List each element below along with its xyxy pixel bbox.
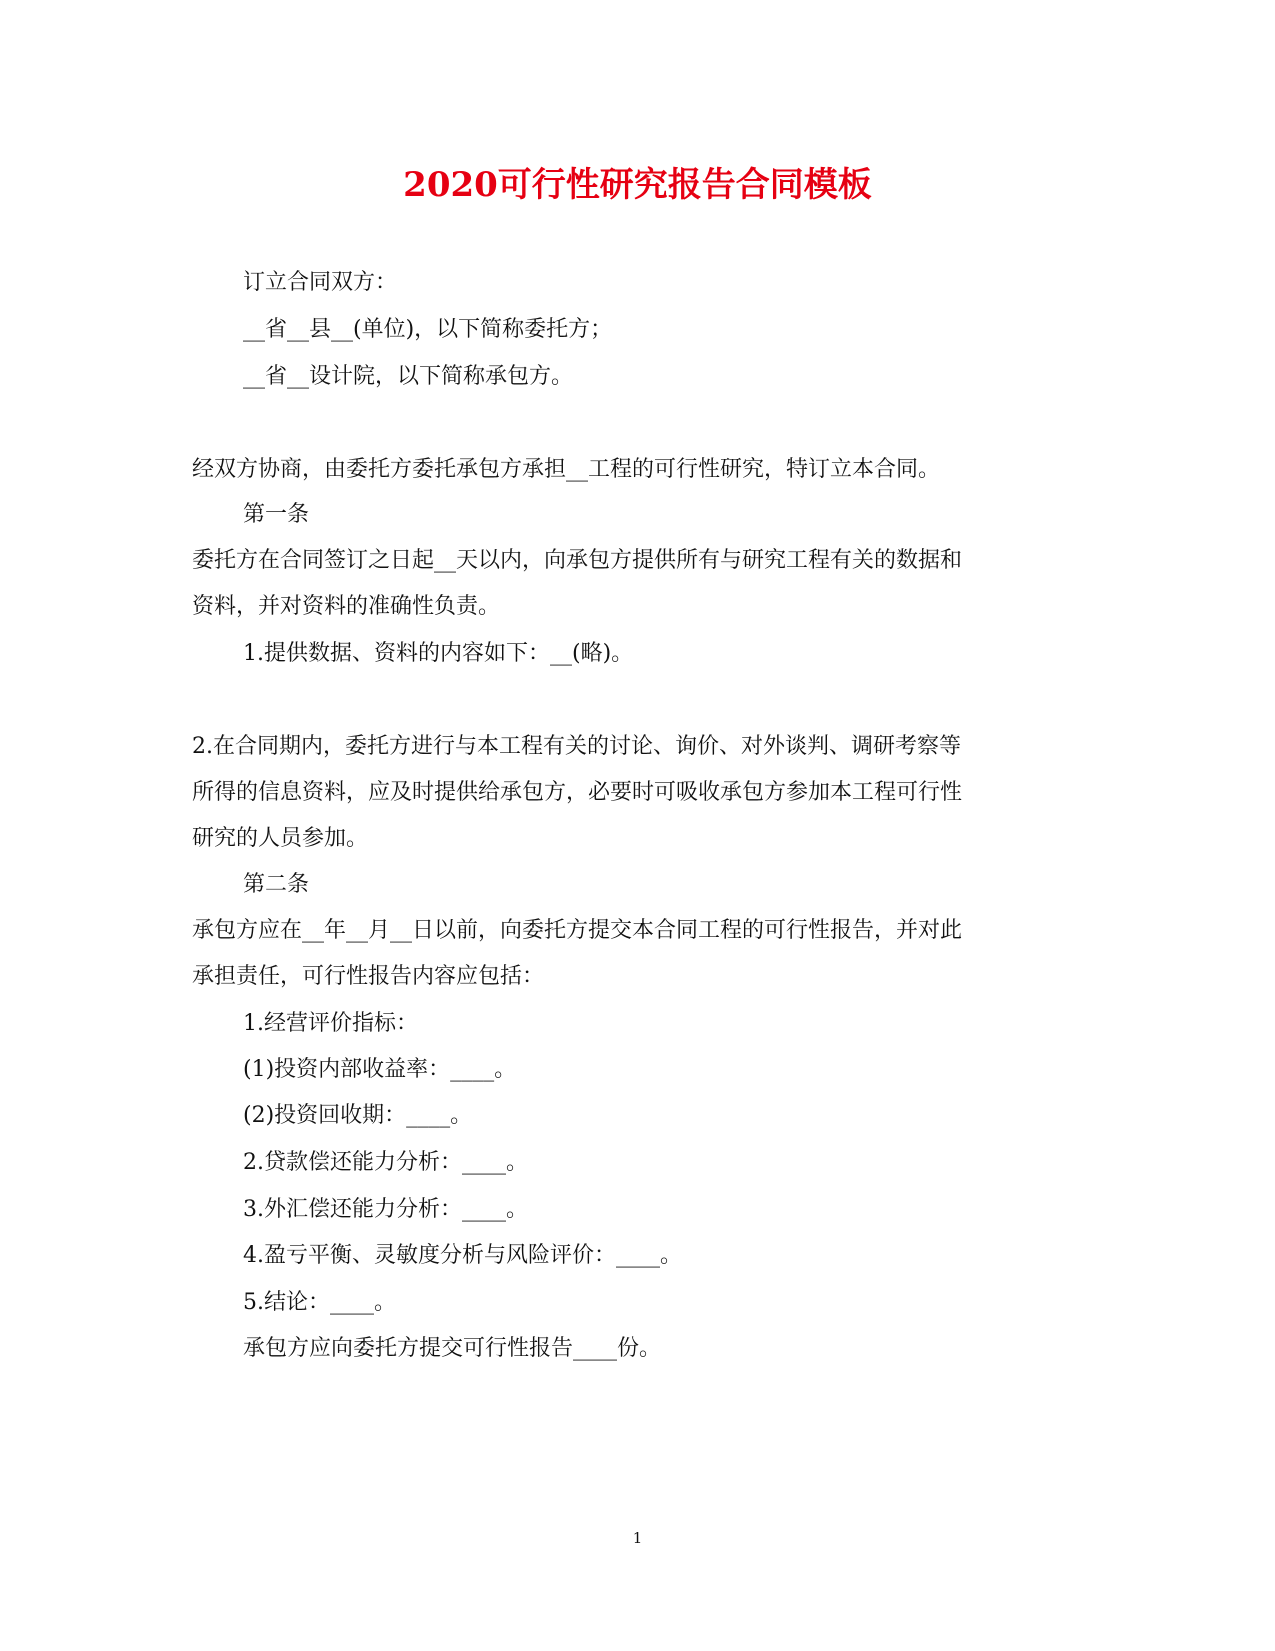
article-1-heading: 第一条 <box>243 502 310 527</box>
page-number: 1 <box>632 1529 643 1547</box>
party-client-line: __省__县__(单位)，以下简称委托方； <box>243 317 613 342</box>
party-contractor-line: __省__设计院，以下简称承包方。 <box>243 364 574 389</box>
report-item-3: 3.外汇偿还能力分析：____。 <box>243 1197 528 1222</box>
article-2-heading: 第二条 <box>243 872 310 897</box>
report-copies-line: 承包方应向委托方提交可行性报告____份。 <box>243 1336 662 1361</box>
report-item-1-1: (1)投资内部收益率：____。 <box>243 1057 517 1082</box>
article-1-item-2-line-2: 所得的信息资料，应及时提供给承包方，必要时可吸收承包方参加本工程可行性 <box>192 780 963 805</box>
article-1-item-2-line-1: 2.在合同期内，委托方进行与本工程有关的讨论、询价、对外谈判、调研考察等 <box>192 734 961 759</box>
report-item-4: 4.盈亏平衡、灵敏度分析与风险评价：____。 <box>243 1243 682 1268</box>
report-item-1-2: (2)投资回收期：____。 <box>243 1103 473 1128</box>
article-1-text-line-2: 资料，并对资料的准确性负责。 <box>192 594 501 619</box>
report-item-5: 5.结论：____。 <box>243 1290 396 1315</box>
article-2-text-line-2: 承担责任，可行性报告内容应包括： <box>192 964 545 989</box>
report-item-1: 1.经营评价指标： <box>243 1011 418 1036</box>
contract-parties-heading: 订立合同双方： <box>243 270 398 295</box>
article-2-text-line-1: 承包方应在__年__月__日以前，向委托方提交本合同工程的可行性报告，并对此 <box>192 918 963 943</box>
report-item-2: 2.贷款偿还能力分析：____。 <box>243 1150 528 1175</box>
document-title: 2020可行性研究报告合同模板 <box>403 165 872 205</box>
article-1-item-2-line-3: 研究的人员参加。 <box>192 826 369 851</box>
preamble-paragraph: 经双方协商，由委托方委托承包方承担__工程的可行性研究，特订立本合同。 <box>192 457 941 482</box>
article-1-item-1: 1.提供数据、资料的内容如下：__(略)。 <box>243 641 634 666</box>
article-1-text-line-1: 委托方在合同签订之日起__天以内，向承包方提供所有与研究工程有关的数据和 <box>192 548 963 573</box>
